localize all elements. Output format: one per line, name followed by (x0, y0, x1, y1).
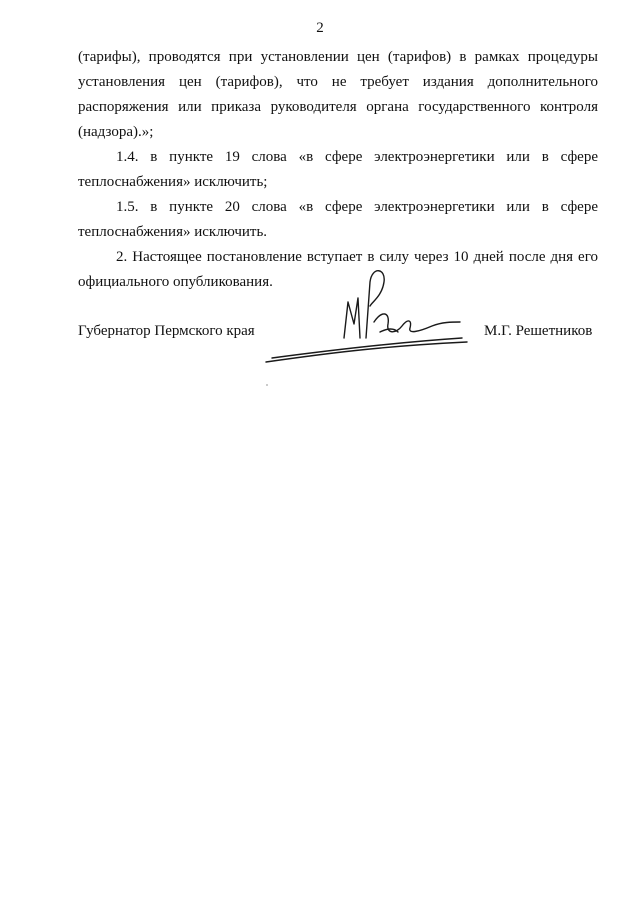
scan-speck (266, 384, 268, 386)
paragraph-continuation: (тарифы), проводятся при установлении цен (тарифов) в рамках процедуры установления цен (тарифов), что не требует издания дополнительного распоряжения или приказа руководителя органа государственного контроля (надзора).»; (78, 49, 598, 140)
paragraph-item-1-4: 1.4. в пункте 19 слова «в сфере электроэнергетики или в сфере теплоснабжения» исключить; (78, 149, 598, 190)
paragraph-item-2: 2. Настоящее постановление вступает в силу через 10 дней после дня его официального опубликования. (78, 249, 598, 290)
handwritten-signature (262, 262, 477, 374)
paragraph-item-1-5: 1.5. в пункте 20 слова «в сфере электроэнергетики или в сфере теплоснабжения» исключить. (78, 199, 598, 240)
document-body (78, 45, 598, 295)
signatory-position: Губернатор Пермского края (78, 323, 255, 339)
signatory-name: М.Г. Решетников (484, 323, 593, 339)
page-number: 2 (316, 20, 324, 36)
